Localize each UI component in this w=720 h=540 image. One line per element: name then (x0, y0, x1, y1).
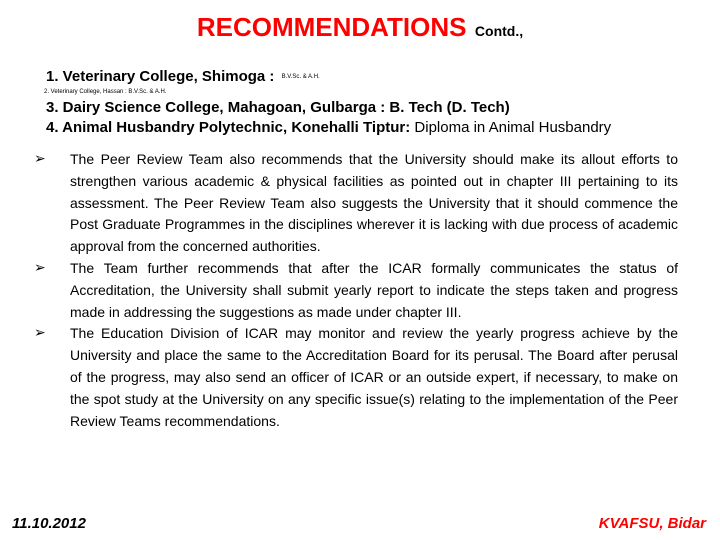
college-item-4-label: 4. Animal Husbandry Polytechnic, Konehalli Tiptur: (46, 119, 411, 136)
recommendation-text: The Education Division of ICAR may monitor and review the yearly progress achieve by the University and place the same to the Accreditation Board for its perusal. The Board after perusal of the progress, may also send an officer of ICAR or an outside expert, if necessary, to make on the spot study at the University on any specific issue(s) relating to the implementation of the Peer Review Teams recommendations. (70, 325, 678, 429)
recommendation-item (34, 149, 678, 258)
college-item-1-text: 1. Veterinary College, Shimoga : (46, 68, 275, 85)
college-item-4 (46, 119, 611, 136)
college-item-1 (46, 68, 320, 85)
recommendation-item (34, 323, 678, 432)
recommendations-list (34, 149, 678, 432)
title-suffix: Contd., (474, 23, 524, 39)
arrow-bullet-icon: ➢ (34, 151, 46, 167)
footer-org: KVAFSU, Bidar (598, 515, 706, 532)
recommendation-text: The Team further recommends that after the ICAR formally communicates the status of Accreditation, the University shall submit yearly report to indicate the steps taken and progress made in addressing the suggestions as made under chapter III. (70, 259, 678, 320)
arrow-bullet-icon: ➢ (34, 259, 46, 276)
recommendation-text: The Peer Review Team also recommends that the University should make its allout efforts to strengthen various academic & physical facilities as pointed out in chapter III pertaining to its assessment. The Peer Review Team also suggests the University that it should commence the Post Graduate Programmes in the disciplines wherever it is lacking with due process of academic approval from the concerned authorities. (70, 151, 678, 255)
college-item-1-note: B.V.Sc. & A.H. (281, 74, 320, 81)
footer-date: 11.10.2012 (12, 515, 86, 532)
college-item-4-value: Diploma in Animal Husbandry (414, 119, 612, 136)
college-item-2: 2. Veterinary College, Hassan : B.V.Sc. & A.H. (44, 89, 167, 95)
slide-title (0, 14, 720, 40)
recommendation-item (34, 258, 678, 323)
title-text: RECOMMENDATIONS (196, 12, 467, 42)
arrow-bullet-icon: ➢ (34, 325, 46, 342)
college-item-3: 3. Dairy Science College, Mahagoan, Gulbarga : B. Tech (D. Tech) (46, 99, 510, 116)
